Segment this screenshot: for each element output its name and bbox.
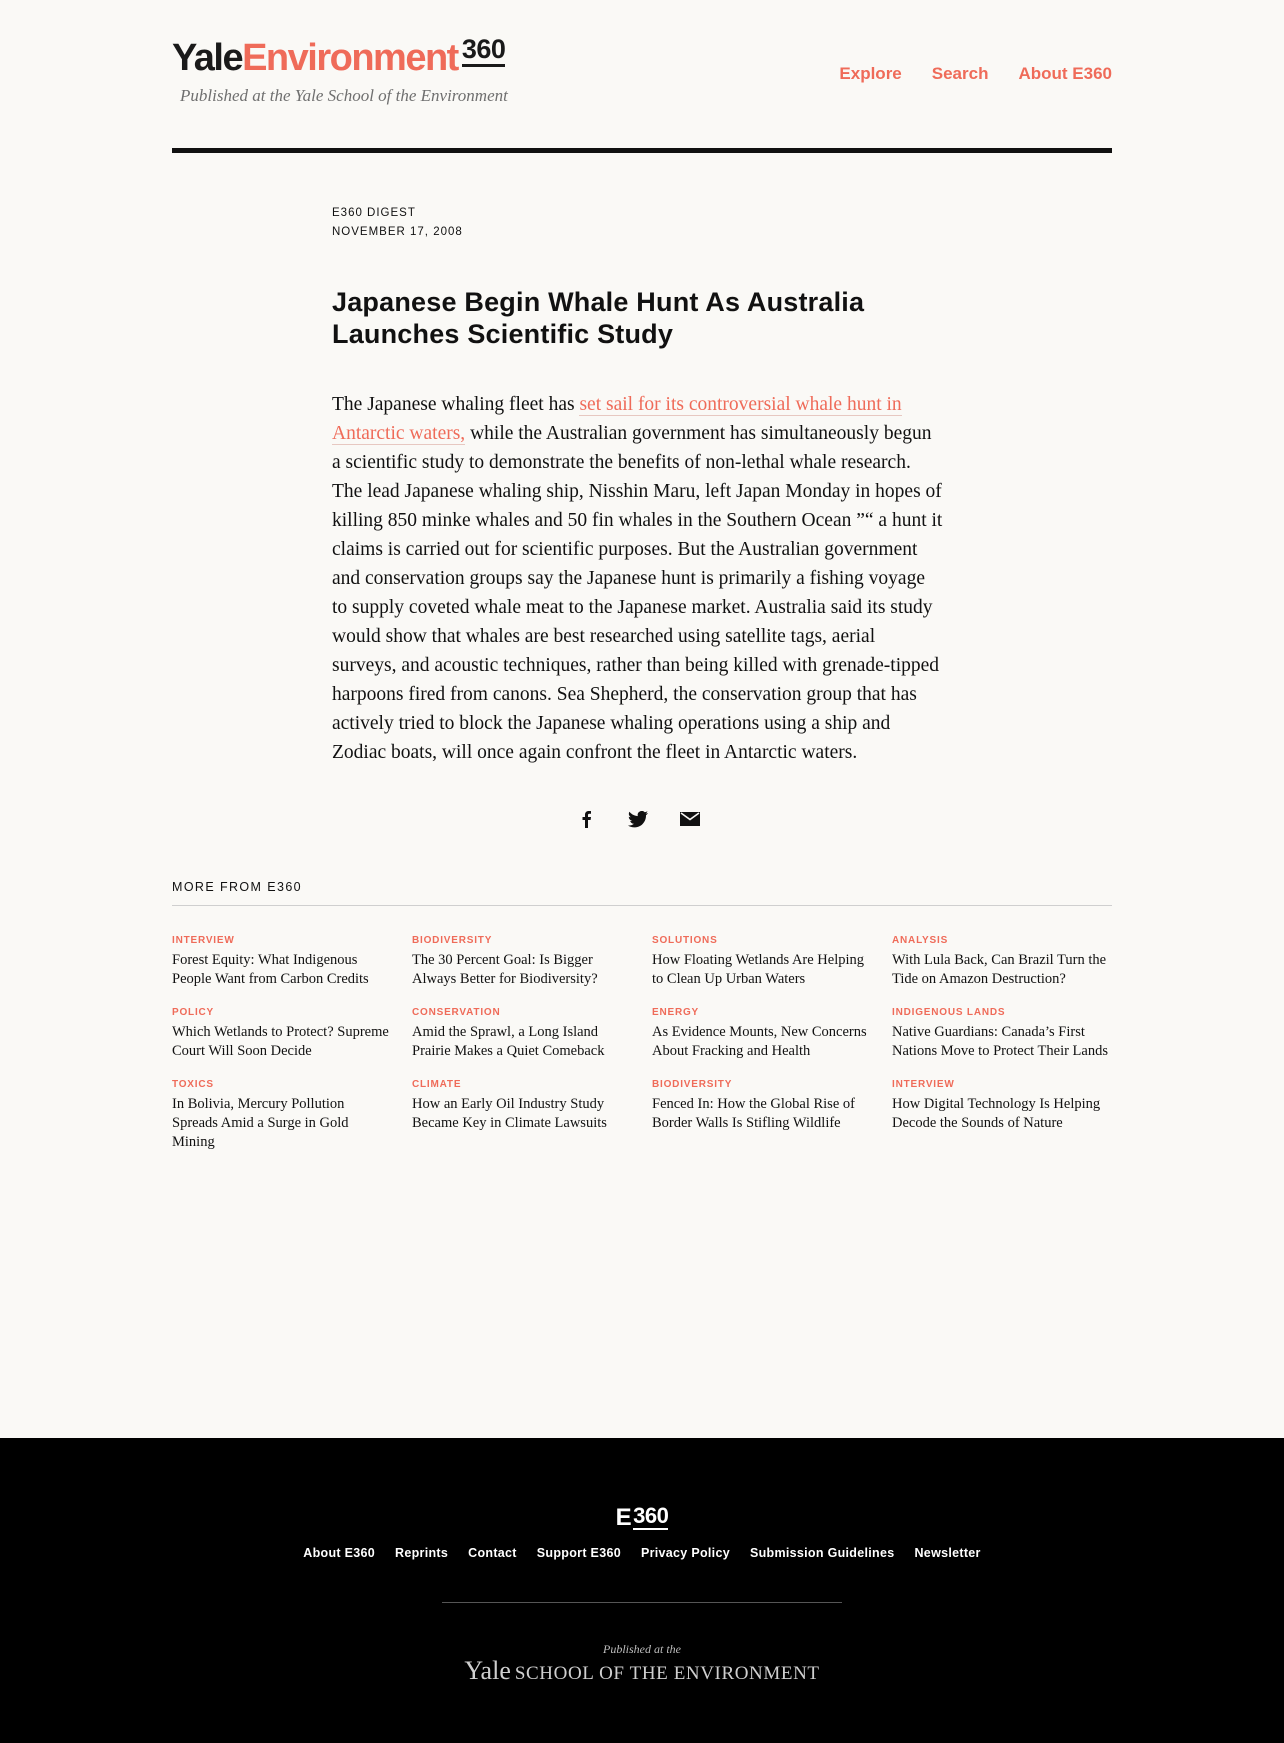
footer-school-yale: Yale [464, 1656, 511, 1685]
more-grid [172, 934, 1112, 1169]
item-category[interactable]: BIODIVERSITY [652, 1079, 733, 1090]
list-item[interactable] [412, 1006, 632, 1061]
item-category[interactable]: TOXICS [172, 1079, 214, 1090]
item-headline[interactable]: Which Wetlands to Protect? Supreme Court Will Soon Decide [172, 1024, 389, 1059]
list-item[interactable] [652, 1006, 872, 1061]
article-title: Japanese Begin Whale Hunt As Australia Launches Scientific Study [332, 287, 865, 349]
twitter-icon[interactable] [627, 808, 649, 830]
item-category[interactable]: CONSERVATION [412, 1007, 501, 1018]
item-headline[interactable]: Native Guardians: Canada’s First Nations Move to Protect Their Lands [892, 1024, 1108, 1059]
article-body-intro: The Japanese whaling fleet has [332, 394, 580, 415]
item-category[interactable]: BIODIVERSITY [412, 935, 493, 946]
article-inline-link[interactable]: set sail for its controversial whale hunt in Antarctic waters, [332, 394, 902, 444]
item-category[interactable]: SOLUTIONS [652, 935, 718, 946]
nav-explore[interactable]: Explore [839, 64, 902, 83]
footer-link-newsletter[interactable]: Newsletter [914, 1546, 981, 1560]
item-headline[interactable]: Forest Equity: What Indigenous People Want from Carbon Credits [172, 952, 369, 987]
article [332, 204, 944, 767]
share-bar [332, 808, 944, 830]
more-column-1 [172, 934, 392, 1169]
footer-divider [442, 1602, 842, 1603]
more-divider [172, 905, 1112, 906]
footer-logo-e: E [615, 1504, 632, 1531]
header-divider [172, 148, 1112, 153]
footer-school-logo[interactable] [0, 1656, 1284, 1686]
logo-360: 360 [462, 34, 506, 67]
list-item[interactable] [172, 1006, 392, 1061]
list-item[interactable] [172, 934, 392, 989]
more-column-4 [892, 934, 1112, 1169]
item-headline[interactable]: Fenced In: How the Global Rise of Border Walls Is Stifling Wildlife [652, 1096, 855, 1131]
article-kicker: E360 DIGEST [332, 207, 416, 219]
more-column-2 [412, 934, 632, 1169]
nav-about[interactable]: About E360 [1018, 64, 1112, 83]
article-body-rest: while the Australian government has simultaneously begun a scientific study to demonstrate the benefits of non-lethal whale research. The lead Japanese whaling ship, Nisshin Maru, left Japan Monday in hopes of killing 850 minke whales and 50 fin whales in the Southern Ocean ”“ a hunt it claims is carried out for scientific purposes. But the Australian government and conservation groups say the Japanese hunt is primarily a fishing voyage to supply coveted whale meat to the Japanese market. Australia said its study would show that whales are best researched using satellite tags, aerial surveys, and acoustic techniques, rather than being killed with grenade-tipped harpoons fired from canons. Sea Shepherd, the conservation group that has actively tried to block the Japanese whaling operations using a ship and Zodiac boats, will once again confront the fleet in Antarctic waters. [332, 423, 943, 763]
site-logo[interactable] [172, 36, 505, 83]
item-headline[interactable]: How an Early Oil Industry Study Became Key in Climate Lawsuits [412, 1096, 607, 1131]
footer-link-support[interactable]: Support E360 [536, 1546, 621, 1560]
list-item[interactable] [652, 1078, 872, 1133]
item-headline[interactable]: How Floating Wetlands Are Helping to Clean Up Urban Waters [652, 952, 865, 987]
footer-nav [0, 1546, 1284, 1560]
item-category[interactable]: ANALYSIS [892, 935, 949, 946]
more-column-3 [652, 934, 872, 1169]
site-tagline: Published at the Yale School of the Environment [180, 86, 508, 105]
facebook-icon[interactable] [575, 808, 597, 830]
list-item[interactable] [892, 934, 1112, 989]
site-footer [0, 1438, 1284, 1743]
logo-yale: Yale [172, 37, 243, 79]
item-category[interactable]: POLICY [172, 1007, 215, 1018]
footer-published-at: Published at the [603, 1642, 681, 1656]
item-category[interactable]: CLIMATE [412, 1079, 462, 1090]
email-icon[interactable] [679, 808, 701, 830]
footer-logo[interactable] [0, 1504, 1284, 1532]
list-item[interactable] [892, 1006, 1112, 1061]
item-category[interactable]: INTERVIEW [172, 935, 235, 946]
item-headline[interactable]: With Lula Back, Can Brazil Turn the Tide on Amazon Destruction? [892, 952, 1107, 987]
footer-link-privacy[interactable]: Privacy Policy [640, 1546, 730, 1560]
footer-school-name: SCHOOL OF THE ENVIRONMENT [514, 1663, 820, 1684]
article-body [332, 390, 944, 767]
more-section-label: MORE FROM E360 [172, 880, 303, 894]
list-item[interactable] [892, 1078, 1112, 1133]
logo-environment: Environment [242, 37, 458, 79]
nav-search[interactable]: Search [931, 64, 989, 83]
footer-link-about[interactable]: About E360 [303, 1546, 376, 1560]
footer-logo-360: 360 [633, 1503, 669, 1528]
list-item[interactable] [412, 934, 632, 989]
site-header [172, 36, 1112, 156]
item-headline[interactable]: The 30 Percent Goal: Is Bigger Always Better for Biodiversity? [412, 952, 598, 987]
footer-link-submission[interactable]: Submission Guidelines [749, 1546, 895, 1560]
item-category[interactable]: INDIGENOUS LANDS [892, 1007, 1006, 1018]
item-headline[interactable]: In Bolivia, Mercury Pollution Spreads Amid a Surge in Gold Mining [172, 1096, 349, 1150]
list-item[interactable] [652, 934, 872, 989]
main-nav [839, 64, 1112, 84]
footer-link-contact[interactable]: Contact [468, 1546, 517, 1560]
list-item[interactable] [172, 1078, 392, 1152]
item-headline[interactable]: Amid the Sprawl, a Long Island Prairie Makes a Quiet Comeback [412, 1024, 605, 1059]
item-category[interactable]: ENERGY [652, 1007, 700, 1018]
item-category[interactable]: INTERVIEW [892, 1079, 955, 1090]
list-item[interactable] [412, 1078, 632, 1133]
item-headline[interactable]: As Evidence Mounts, New Concerns About Fracking and Health [652, 1024, 867, 1059]
article-date: NOVEMBER 17, 2008 [332, 226, 463, 238]
item-headline[interactable]: How Digital Technology Is Helping Decode the Sounds of Nature [892, 1096, 1101, 1131]
footer-link-reprints[interactable]: Reprints [395, 1546, 449, 1560]
